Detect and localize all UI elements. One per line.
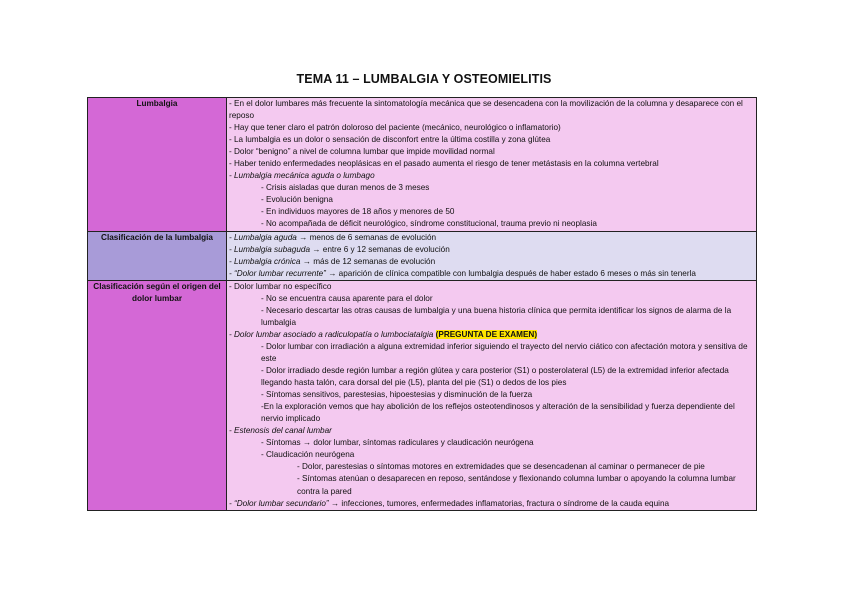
text-line: - Dolor lumbar no específico — [229, 281, 332, 291]
text-subsubline: - Síntomas atenúan o desaparecen en reposo, sentándose y flexionando columna lumbar o apoyando la columna lumbar contra la pared — [297, 474, 736, 496]
row-content-lumbalgia — [227, 98, 757, 232]
text-line — [229, 268, 754, 280]
document-title: TEMA 11 – LUMBALGIA Y OSTEOMIELITIS — [296, 72, 552, 86]
text-line — [229, 244, 754, 256]
term-italic: - Lumbalgia aguda — [229, 232, 297, 242]
text-line — [229, 498, 754, 510]
term-description: → menos de 6 semanas de evolución — [296, 232, 437, 242]
term-description: → infecciones, tumores, enfermedades inflamatorias, fractura o síndrome de la cauda equina — [328, 498, 670, 508]
text-subline: - Dolor lumbar con irradiación a alguna extremidad inferior siguiendo el trayecto del nervio ciático con afectación motora y sensitiva de este — [261, 341, 748, 363]
row-label-lumbalgia: Lumbalgia — [88, 98, 227, 232]
row-content-clasificacion — [227, 231, 757, 280]
text-line-italic: - Lumbalgia mecánica aguda o lumbago — [229, 171, 375, 181]
text-subline: - Claudicación neurógena — [261, 450, 355, 460]
term-italic: - “Dolor lumbar secundario” — [229, 498, 329, 508]
term-italic: - Lumbalgia subaguda — [229, 244, 311, 254]
text-subline: - Síntomas → dolor lumbar, síntomas radiculares y claudicación neurógena — [261, 438, 534, 448]
term-description: → aparición de clínica compatible con lumbalgia después de haber estado 6 meses o más sin tenerla — [325, 268, 696, 278]
text-line: - Hay que tener claro el patrón doloroso del paciente (mecánico, neurológico o inflamatorio) — [229, 123, 561, 133]
text-line — [229, 329, 754, 341]
term-italic: - Dolor lumbar asociado a radiculopatía o lumbociatalgia — [229, 329, 434, 339]
text-subsubline: - Dolor, parestesias o síntomas motores en extremidades que se desencadenan al caminar o permanecer de pie — [297, 462, 705, 472]
text-subline: - Dolor irradiado desde región lumbar a región glútea y cara posterior (S1) o posterolateral (L5) de la extremidad inferior afectada llegando hasta talón, cara dorsal del pie (L5), planta del pie (S1) o dedos de los pies — [261, 366, 729, 388]
text-subline: - En individuos mayores de 18 años y menores de 50 — [261, 207, 455, 217]
text-line-italic: - Estenosis del canal lumbar — [229, 426, 332, 436]
row-content-origen — [227, 280, 757, 510]
text-subline: -En la exploración vemos que hay abolición de los reflejos osteotendinosos y alteración de la sensibilidad y fuerza dependiente del nervio implicado — [261, 402, 735, 424]
exam-question-badge: (PREGUNTA DE EXAMEN) — [435, 329, 538, 339]
text-subline: - Necesario descartar las otras causas de lumbalgia y una buena historia clínica que permita identificar los signos de alarma de la lumbalgia — [261, 305, 732, 327]
text-subline: - No se encuentra causa aparente para el dolor — [261, 293, 433, 303]
text-line — [229, 232, 754, 244]
text-subline: - Evolución benigna — [261, 195, 333, 205]
text-subline: - No acompañada de déficit neurológico, síndrome constitucional, trauma previo ni neoplasia — [261, 219, 597, 229]
term-description: → entre 6 y 12 semanas de evolución — [310, 244, 450, 254]
table-row — [88, 98, 757, 232]
term-description: → más de 12 semanas de evolución — [300, 256, 436, 266]
text-line: - La lumbalgia es un dolor o sensación de disconfort entre la última costilla y zona glútea — [229, 135, 551, 145]
text-subline: - Crisis aisladas que duran menos de 3 meses — [261, 183, 430, 193]
text-line — [229, 256, 754, 268]
text-line: - En el dolor lumbares más frecuente la sintomatología mecánica que se desencadena con la movilización de la columna y desaparece con el reposo — [229, 99, 743, 121]
table-row — [88, 280, 757, 510]
term-italic: - Lumbalgia crónica — [229, 256, 301, 266]
text-subline: - Síntomas sensitivos, parestesias, hipoestesias y disminución de la fuerza — [261, 390, 533, 400]
row-label-clasificacion: Clasificación de la lumbalgia — [88, 231, 227, 280]
table-row — [88, 231, 757, 280]
lumbalgia-table — [87, 97, 757, 511]
row-label-origen: Clasificación según el origen del dolor lumbar — [88, 280, 227, 510]
text-line: - Dolor “benigno” a nivel de columna lumbar que impide movilidad normal — [229, 147, 495, 157]
term-italic: - “Dolor lumbar recurrente” — [229, 268, 326, 278]
text-line: - Haber tenido enfermedades neoplásicas en el pasado aumenta el riesgo de tener metástasis en la columna vertebral — [229, 159, 659, 169]
